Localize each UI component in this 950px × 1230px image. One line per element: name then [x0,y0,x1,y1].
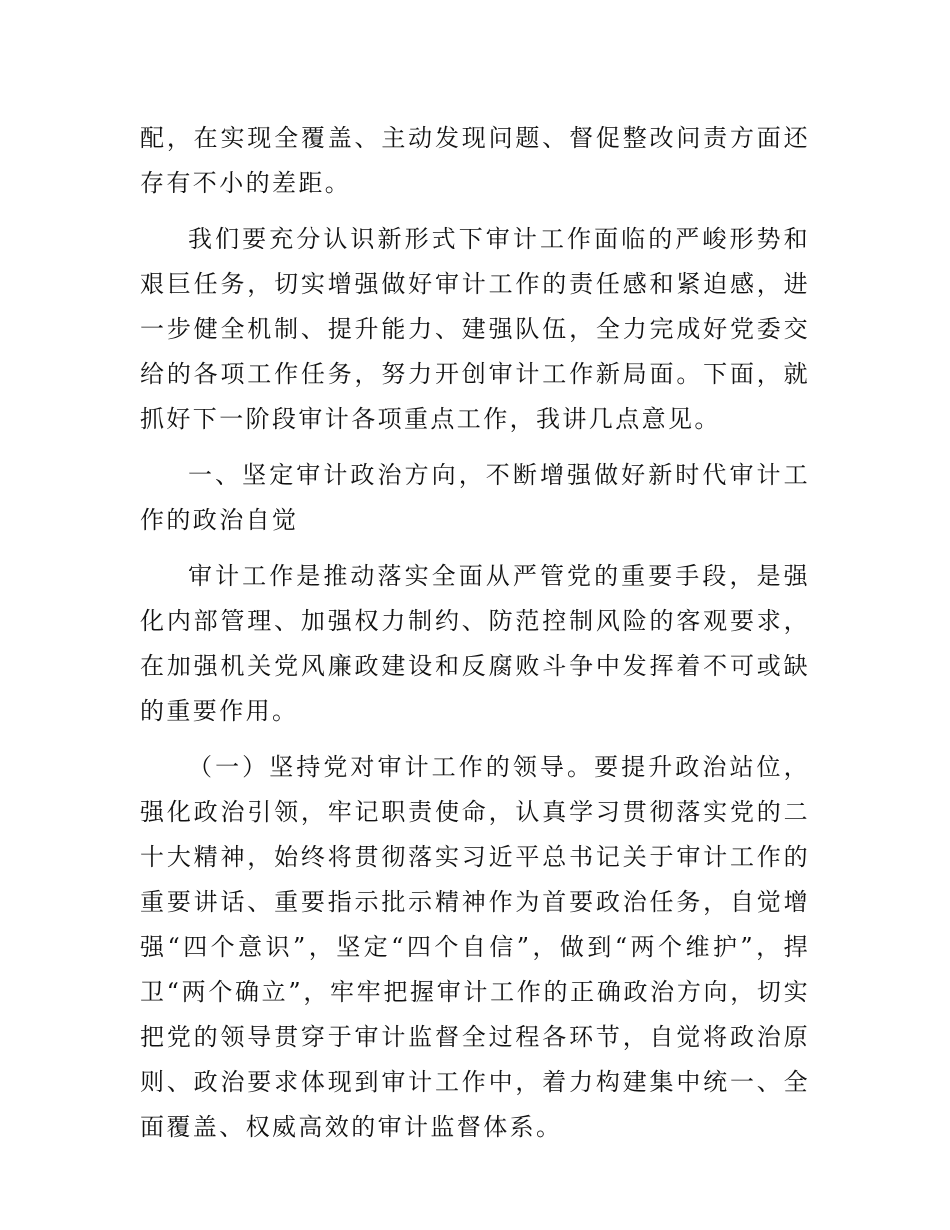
document-body [140,116,810,1150]
paragraph-intro: 我们要充分认识新形式下审计工作面临的严峻形势和艰巨任务，切实增强做好审计工作的责任感和紧迫感，进一步健全机制、提升能力、建强队伍，全力完成好党委交给的各项工作任务，努力开创审计工作新局面。下面，就抓好下一阶段审计各项重点工作，我讲几点意见。 [140,225,810,433]
paragraph-section-1: 审计工作是推动落实全面从严管党的重要手段，是强化内部管理、加强权力制约、防范控制风险的客观要求，在加强机关党风廉政建设和反腐败斗争中发挥着不可或缺的重要作用。 [140,562,810,725]
section-heading-1: 一、坚定审计政治方向，不断增强做好新时代审计工作的政治自觉 [140,461,810,534]
paragraph-subsection-1: （一）坚持党对审计工作的领导。要提升政治站位，强化政治引领，牢记职责使命，认真学习贯彻落实党的二十大精神，始终将贯彻落实习近平总书记关于审计工作的重要讲话、重要指示批示精神作为首要政治任务，自觉增强“四个意识”，坚定“四个自信”，做到“两个维护”，捍卫“两个确立”，牢牢把握审计工作的正确政治方向，切实把党的领导贯穿于审计监督全过程各环节，自觉将政治原则、政治要求体现到审计工作中，着力构建集中统一、全面覆盖、权威高效的审计监督体系。 [140,753,810,1141]
paragraph-continuation: 配，在实现全覆盖、主动发现问题、督促整改问责方面还存有不小的差距。 [140,124,810,197]
